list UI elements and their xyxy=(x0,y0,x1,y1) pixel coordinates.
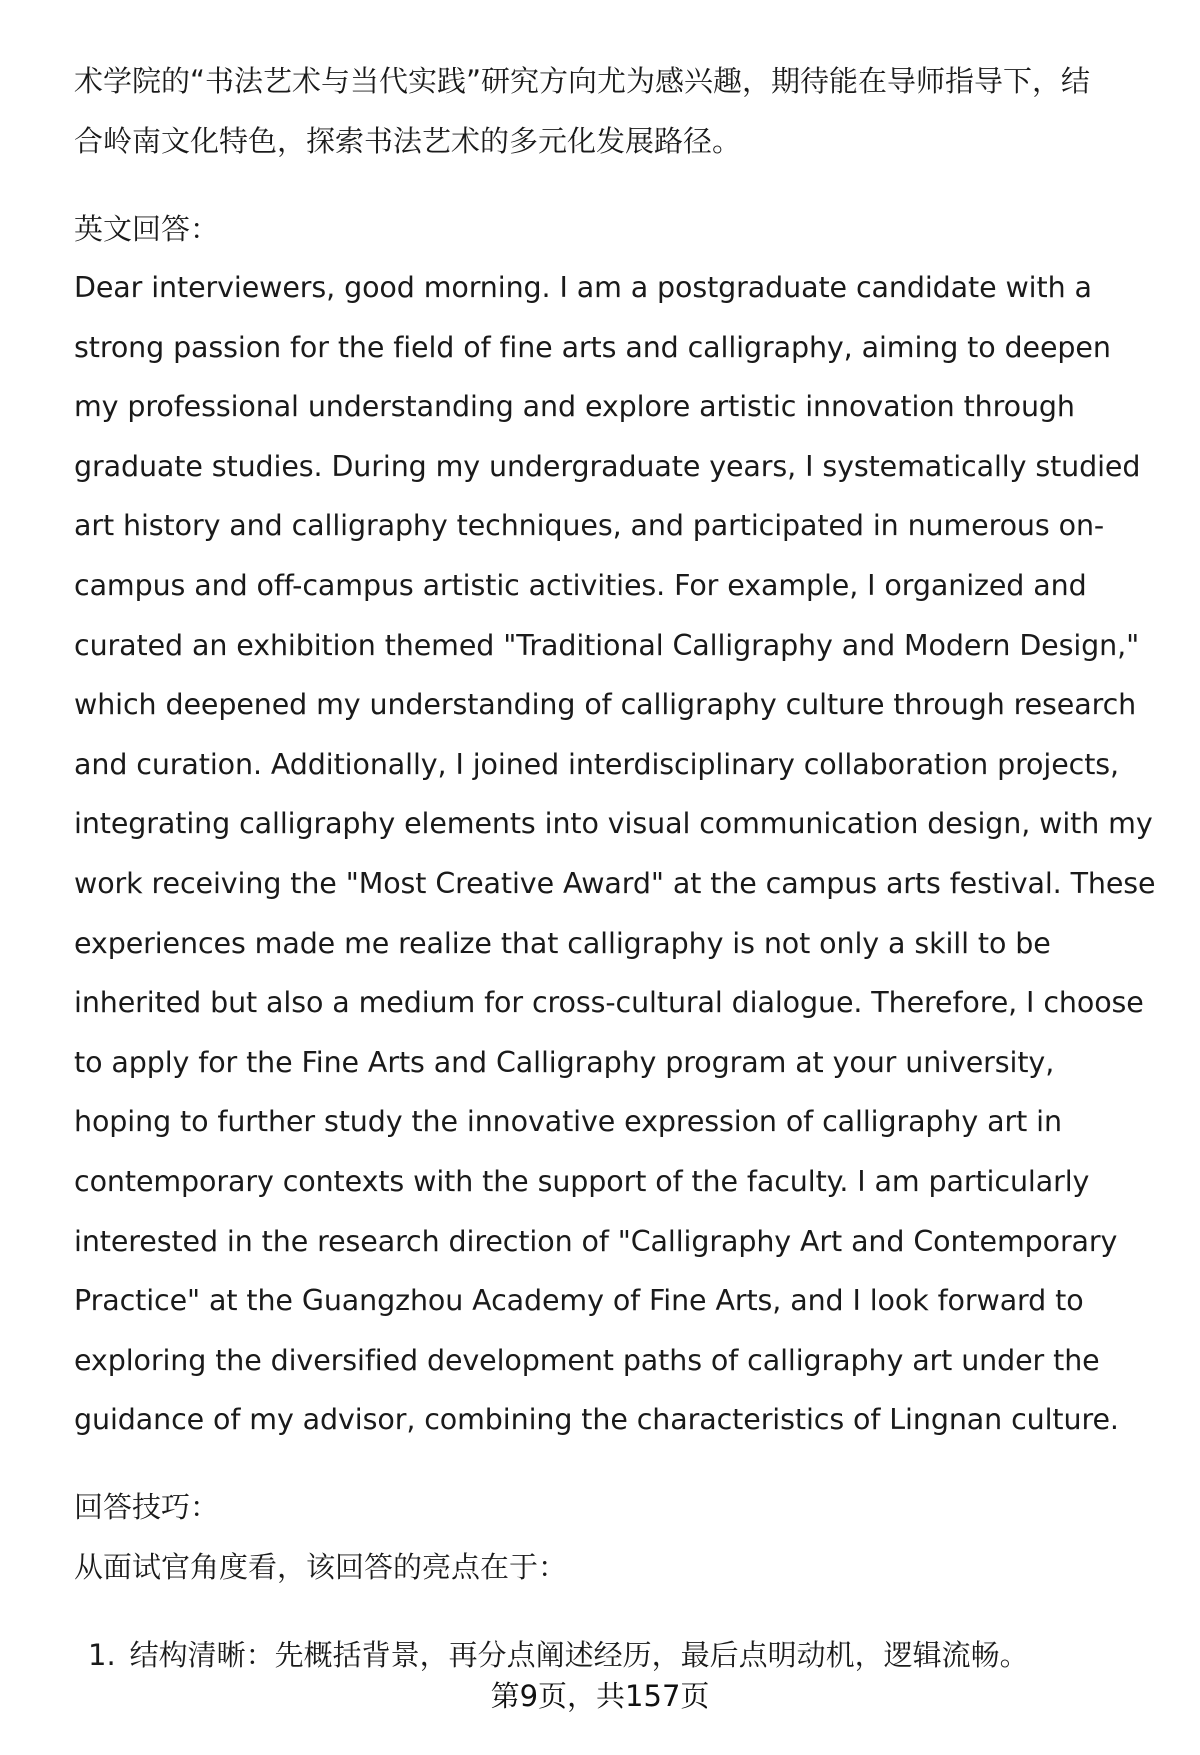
text-line: 合岭南文化特色，探索书法艺术的多元化发展路径。 xyxy=(74,123,742,158)
text-line: inherited but also a medium for cross-cultural dialogue. Therefore, I choose xyxy=(74,986,1144,1020)
text-line: and curation. Additionally, I joined interdisciplinary collaboration projects, xyxy=(74,747,1120,781)
list-item-number: 1. xyxy=(88,1638,116,1672)
text-line: my professional understanding and explore artistic innovation through xyxy=(74,390,1075,424)
answer-tips-intro: 从面试官角度看，该回答的亮点在于： xyxy=(74,1550,568,1584)
text-line: Dear interviewers, good morning. I am a postgraduate candidate with a xyxy=(74,271,1092,304)
answer-tips-label: 回答技巧： xyxy=(74,1490,220,1524)
text-line: curated an exhibition themed "Traditional Calligraphy and Modern Design," xyxy=(74,628,1140,662)
english-answer-label: 英文回答： xyxy=(74,212,220,246)
text-line: to apply for the Fine Arts and Calligraphy program at your university, xyxy=(74,1045,1055,1079)
text-line: interested in the research direction of "Calligraphy Art and Contemporary xyxy=(74,1224,1118,1258)
text-line: Practice" at the Guangzhou Academy of Fine Arts, and I look forward to xyxy=(74,1284,1084,1318)
text-line: hoping to further study the innovative expression of calligraphy art in xyxy=(74,1105,1062,1139)
text-line: exploring the diversified development paths of calligraphy art under the xyxy=(74,1343,1100,1377)
text-line: art history and calligraphy techniques, and participated in numerous on- xyxy=(74,509,1105,543)
page-number-footer: 第9页，共157页 xyxy=(490,1679,710,1713)
text-line: experiences made me realize that calligraphy is not only a skill to be xyxy=(74,926,1051,960)
text-line: graduate studies. During my undergraduate years, I systematically studied xyxy=(74,449,1141,483)
list-item-text: 结构清晰：先概括背景，再分点阐述经历，最后点明动机，逻辑流畅。 xyxy=(129,1638,1029,1672)
text-line: which deepened my understanding of calligraphy culture through research xyxy=(74,688,1137,722)
text-line: contemporary contexts with the support of the faculty. I am particularly xyxy=(74,1164,1090,1198)
text-line: integrating calligraphy elements into visual communication design, with my xyxy=(74,807,1153,841)
text-line: campus and off-campus artistic activities. For example, I organized and xyxy=(74,568,1087,602)
text-line: guidance of my advisor, combining the characteristics of Lingnan culture. xyxy=(74,1403,1119,1437)
text-line: strong passion for the field of fine arts and calligraphy, aiming to deepen xyxy=(74,330,1111,364)
chinese-continuation-paragraph xyxy=(74,52,1154,171)
text-line: 术学院的“书法艺术与当代实践”研究方向尤为感兴趣，期待能在导师指导下，结 xyxy=(74,64,1091,98)
text-line: work receiving the "Most Creative Award" at the campus arts festival. These xyxy=(74,866,1156,900)
english-answer-paragraph xyxy=(74,258,1154,1450)
